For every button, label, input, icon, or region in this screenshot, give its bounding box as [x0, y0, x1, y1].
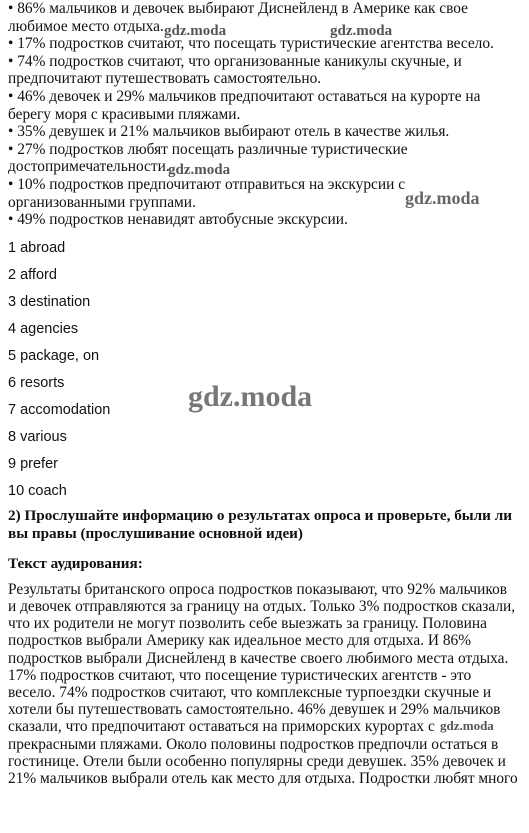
paragraph-line: хотели бы путешествовать самостоятельно. 46% девушек и 29% мальчиков — [8, 701, 501, 719]
answer-item: 8 various — [8, 428, 67, 445]
paragraph-line: прекрасными пляжами. Около половины подростков предпочли остаться в — [8, 735, 499, 753]
task-heading-line: вы правы (прослушивание основной идеи) — [8, 524, 303, 542]
text-heading: Текст аудирования: — [8, 554, 143, 572]
paragraph-line: гостинице. Отели были особенно популярны среди девушек. 35% девочек и — [8, 752, 506, 770]
bullet-line: достопримечательности. — [8, 158, 170, 176]
bullet-line: • 49% подростков ненавидят автобусные экскурсии. — [8, 211, 348, 229]
watermark: gdz.moda — [164, 23, 227, 39]
paragraph-line: подростков выбрали Диснейленд в качестве своего любимого места отдыха. — [8, 649, 509, 667]
watermark: gdz.moda — [168, 162, 231, 178]
answer-list — [8, 235, 522, 505]
paragraph-line: Результаты британского опроса подростков показывают, что 92% мальчиков — [8, 580, 508, 598]
bullet-line: • 35% девушек и 21% мальчиков выбирают отель в качестве жилья. — [8, 123, 450, 141]
watermark: gdz.moda — [188, 380, 313, 413]
answer-item: 2 afford — [8, 266, 57, 283]
watermark: gdz.moda — [440, 718, 494, 733]
paragraph-line: 17% подростков считают, что посещение туристических агентств - это — [8, 666, 472, 684]
answer-item: 4 agencies — [8, 320, 79, 337]
bullet-line: • 17% подростков считают, что посещать туристические агентства весело. — [8, 35, 494, 53]
bullet-line: берегу моря с красивыми пляжами. — [8, 105, 241, 123]
paragraph-line: 21% мальчиков выбрали отель как место для отдыха. Подростки любят много — [8, 769, 518, 787]
task-heading-line: 2) Прослушайте информацию о результатах опроса и проверьте, были ли — [8, 506, 512, 524]
paragraph-line: что их родители не могут позволить себе выезжать за границу. Половина — [8, 615, 487, 633]
watermark: gdz.moda — [405, 188, 480, 208]
answer-item: 6 resorts — [8, 374, 65, 391]
watermark: gdz.moda — [330, 23, 393, 39]
bullet-line: • 10% подростков предпочитают отправиться на экскурсии с — [8, 175, 406, 193]
answer-item: 5 package, on — [8, 347, 100, 364]
bullet-line: организованными группами. — [8, 193, 196, 211]
bullet-line: предпочитают путешествовать самостоятельно. — [8, 70, 322, 88]
listening-text — [8, 581, 522, 787]
answer-item: 3 destination — [8, 293, 91, 310]
answer-item: 9 prefer — [8, 455, 58, 472]
paragraph-line: и девочек отправляются за границу на отдых. Только 3% подростков сказали, — [8, 597, 516, 615]
answer-item: 10 coach — [8, 482, 67, 499]
bullet-line: • 46% девочек и 29% мальчиков предпочитают оставаться на курорте на — [8, 87, 481, 105]
task-heading — [8, 507, 522, 543]
paragraph-line: сказали, что предпочитают оставаться на приморских курортах с — [8, 718, 435, 736]
answer-item: 7 accomodation — [8, 401, 111, 418]
bullet-line: • 74% подростков считают, что организованные каникулы скучные, и — [8, 52, 462, 70]
bullet-line: любимое место отдыха. — [8, 17, 164, 35]
answer-item: 1 abroad — [8, 239, 66, 256]
paragraph-line: подростков выбрали Америку как идеальное место для отдыха. И 86% — [8, 632, 472, 650]
bullet-line: • 27% подростков любят посещать различные туристические — [8, 140, 408, 158]
bullet-line: • 86% мальчиков и девочек выбирают Диснейленд в Америке как свое — [8, 0, 468, 17]
paragraph-line: весело. 74% подростков считают, что комплексные турпоездки скучные и — [8, 683, 492, 701]
